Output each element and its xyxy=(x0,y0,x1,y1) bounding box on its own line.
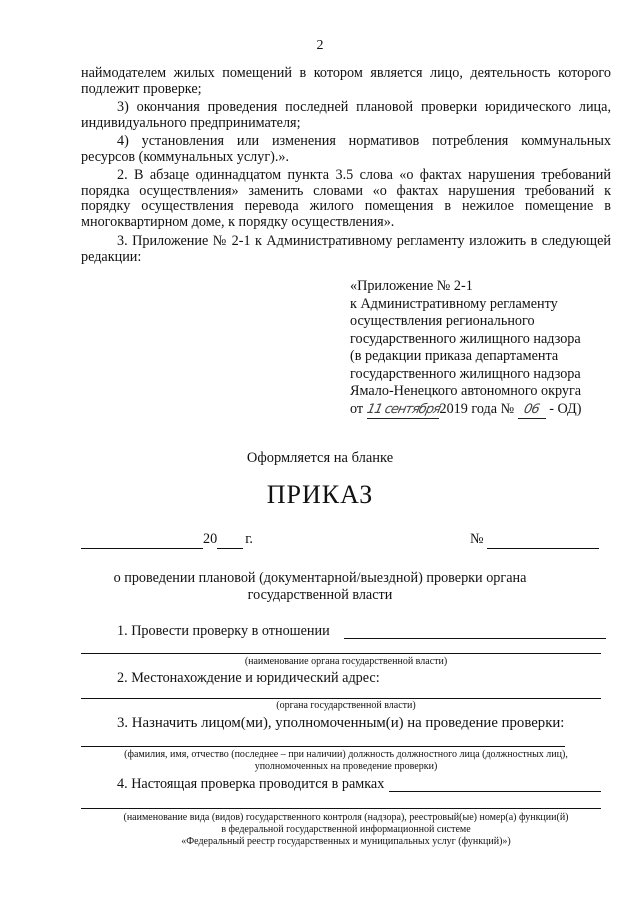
order-subject xyxy=(0,570,640,604)
item-1 xyxy=(117,623,330,640)
item-2 xyxy=(117,670,380,687)
caption-3 xyxy=(81,749,611,773)
appendix-line: к Административному регламенту xyxy=(350,295,558,312)
number-blank xyxy=(487,531,599,549)
paragraph-point-2: 2. В абзаце одиннадцатом пункта 3.5 слова «о фактах нарушения требований порядка осуществления» заменить словами «о фактах нарушения требований к порядку осуществления перевода жилого помещения в нежилое помещение в многоквартирном доме, к порядку осуществления». xyxy=(81,167,611,230)
appendix-line: (в редакции приказа департамента xyxy=(350,348,559,364)
item-4 xyxy=(117,776,384,793)
order-number-field xyxy=(470,531,599,549)
appendix-line: Ямало-Ненецкого автономного округа xyxy=(350,383,582,399)
caption-4 xyxy=(81,812,611,848)
appendix-line: государственного жилищного надзора xyxy=(350,330,581,347)
year-blank xyxy=(217,531,243,549)
paragraph-continuation: наймодателем жилых помещений в котором является лицо, деятельность которого подлежит проверке; xyxy=(81,65,611,97)
item-2-label: 2. Местонахождение и юридический адрес: xyxy=(117,670,380,686)
paragraph-item-4: 4) установления или изменения нормативов потребления коммунальных ресурсов (коммунальных услуг).». xyxy=(81,133,611,165)
paragraph-item-3: 3) окончания проведения последней плановой проверки юридического лица, индивидуального предпринимателя; xyxy=(81,99,611,131)
date-suffix: г. xyxy=(245,531,253,547)
date-blank xyxy=(81,531,203,549)
caption-2: (органа государственной власти) xyxy=(276,700,416,711)
appendix-line: государственного жилищного надзора xyxy=(350,365,581,382)
paragraph-point-3: 3. Приложение № 2-1 к Административному регламенту изложить в следующей редакции: xyxy=(81,233,611,265)
caption-4-line: в федеральной государственной информационной системе xyxy=(221,824,471,835)
item-1-label: 1. Провести проверку в отношении xyxy=(117,623,330,639)
caption-4-line: «Федеральный реестр государственных и муниципальных услуг (функций)») xyxy=(181,836,511,847)
document-title: ПРИКАЗ xyxy=(266,480,374,509)
appendix-year: 2019 года № xyxy=(439,400,515,417)
item-3-blank xyxy=(81,746,565,747)
item-1-blank-2 xyxy=(81,653,601,654)
page-number: 2 xyxy=(316,38,324,53)
order-subject-line: государственной власти xyxy=(247,587,393,603)
item-4-blank-2 xyxy=(81,808,601,809)
item-1-blank xyxy=(344,638,606,639)
number-sign: № xyxy=(470,531,484,547)
caption-4-line: (наименование вида (видов) государственного контроля (надзора), реестровый(ые) номер(а) функции(й) xyxy=(123,812,569,823)
item-3: 3. Назначить лицом(ми), уполномоченным(и) на проведение проверки: xyxy=(117,715,565,731)
item-2-blank xyxy=(81,698,601,699)
appendix-suffix: - ОД) xyxy=(549,400,582,417)
appendix-line: «Приложение № 2-1 xyxy=(350,278,473,294)
date-year-prefix: 20 xyxy=(203,531,218,547)
appendix-date-line xyxy=(350,401,620,420)
caption-3-line: (фамилия, имя, отчество (последнее – при наличии) должность должностного лица (должностных лиц), xyxy=(124,749,568,760)
order-subject-line: о проведении плановой (документарной/выездной) проверки органа xyxy=(113,570,527,586)
appendix-line: осуществления регионального xyxy=(350,313,535,329)
item-4-label: 4. Настоящая проверка проводится в рамках xyxy=(117,776,385,792)
caption-1: (наименование органа государственной власти) xyxy=(244,656,448,667)
handwritten-date: 11 сентября xyxy=(365,401,442,417)
caption-3-line: уполномоченных на проведение проверки) xyxy=(254,761,438,772)
item-4-blank xyxy=(389,791,601,792)
appendix-header xyxy=(350,278,620,419)
handwritten-number: 06 xyxy=(522,401,541,417)
date-field xyxy=(81,531,253,549)
appendix-from: от xyxy=(350,400,364,417)
blank-note: Оформляется на бланке xyxy=(246,450,394,466)
